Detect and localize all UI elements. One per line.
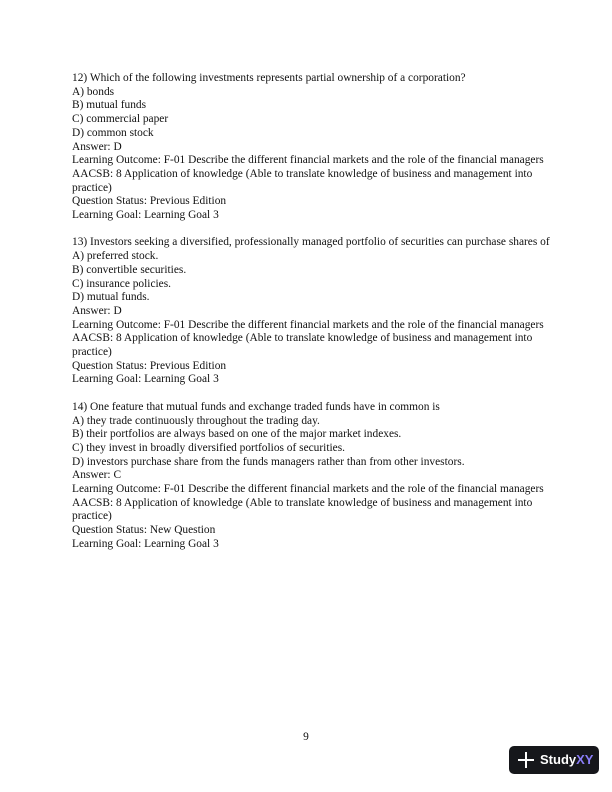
question-12: [72, 72, 552, 223]
studyxy-badge[interactable]: [509, 746, 599, 774]
learning-goal: Learning Goal: Learning Goal 3: [72, 209, 219, 222]
option-d: D) investors purchase share from the funds managers rather than from other investors.: [72, 455, 465, 468]
option-b: B) mutual funds: [72, 99, 147, 112]
answer: Answer: D: [72, 140, 122, 153]
answer: Answer: D: [72, 304, 122, 317]
question-14: [72, 401, 552, 552]
option-b: B) their portfolios are always based on one of the major market indexes.: [72, 428, 402, 441]
badge-text-accent: XY: [576, 752, 594, 768]
question-stem: 13) Investors seeking a diversified, professionally managed portfolio of securities can purchase shares of: [72, 236, 550, 249]
question-status: Question Status: Previous Edition: [72, 359, 227, 372]
question-13: [72, 236, 552, 387]
learning-goal: Learning Goal: Learning Goal 3: [72, 373, 219, 386]
answer: Answer: C: [72, 469, 122, 482]
learning-outcome: Learning Outcome: F-01 Describe the different financial markets and the role of the financial managers: [72, 483, 544, 496]
option-a: A) bonds: [72, 85, 115, 98]
option-d: D) common stock: [72, 126, 154, 139]
option-d: D) mutual funds.: [72, 291, 150, 304]
question-status: Question Status: Previous Edition: [72, 195, 227, 208]
question-stem: 14) One feature that mutual funds and exchange traded funds have in common is: [72, 400, 440, 413]
option-a: A) preferred stock.: [72, 250, 159, 263]
learning-goal: Learning Goal: Learning Goal 3: [72, 537, 219, 550]
option-a: A) they trade continuously throughout the trading day.: [72, 414, 320, 427]
learning-outcome: Learning Outcome: F-01 Describe the different financial markets and the role of the financial managers: [72, 154, 544, 167]
page-number: 9: [303, 731, 309, 743]
option-b: B) convertible securities.: [72, 263, 187, 276]
aacsb: AACSB: 8 Application of knowledge (Able to translate knowledge of business and management into practice): [72, 167, 533, 194]
plus-icon: [518, 752, 534, 768]
option-c: C) commercial paper: [72, 113, 169, 126]
aacsb: AACSB: 8 Application of knowledge (Able to translate knowledge of business and management into practice): [72, 496, 533, 523]
aacsb: AACSB: 8 Application of knowledge (Able to translate knowledge of business and management into practice): [72, 332, 533, 359]
question-stem: 12) Which of the following investments represents partial ownership of a corporation?: [72, 72, 466, 84]
question-status: Question Status: New Question: [72, 524, 216, 537]
option-c: C) insurance policies.: [72, 277, 172, 290]
learning-outcome: Learning Outcome: F-01 Describe the different financial markets and the role of the financial managers: [72, 318, 544, 331]
badge-text-main: Study: [540, 752, 577, 768]
page-content: [72, 72, 552, 565]
option-c: C) they invest in broadly diversified portfolios of securities.: [72, 441, 346, 454]
